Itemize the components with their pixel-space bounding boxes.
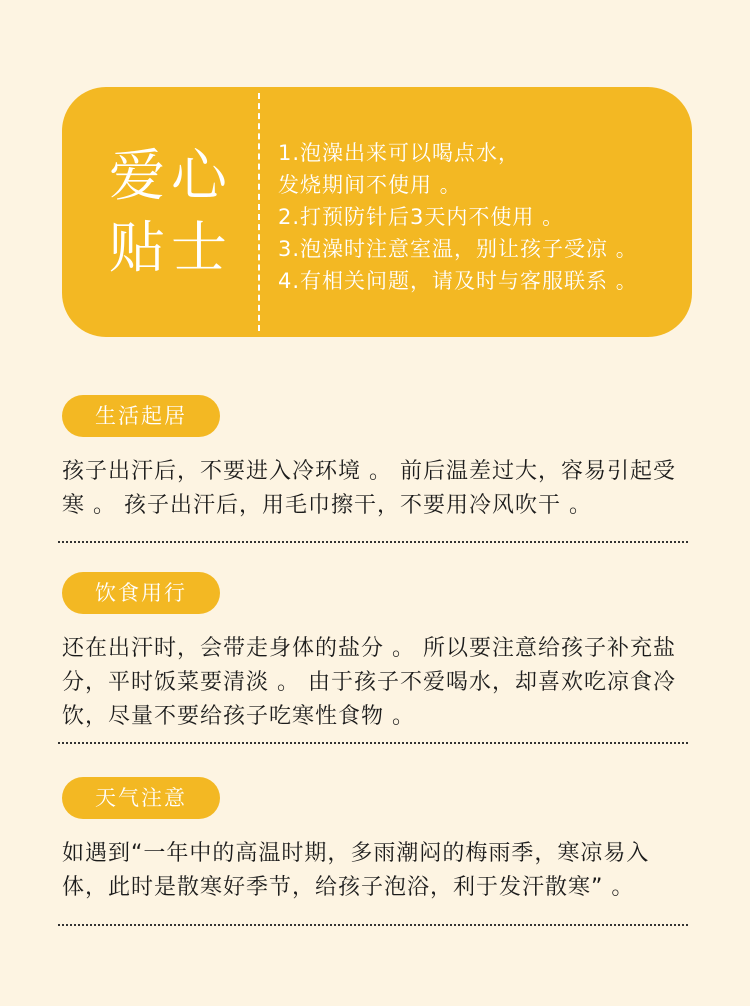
tips-card xyxy=(62,87,692,337)
section-label-pill: 天气注意 xyxy=(62,777,220,819)
tips-item: 发烧期间不使用 。 xyxy=(278,173,462,197)
section-label-pill: 饮食用行 xyxy=(62,572,220,614)
tips-item: 1.泡澡出来可以喝点水， xyxy=(278,141,521,165)
tips-title xyxy=(96,141,246,285)
tips-item: 2.打预防针后3天内不使用 。 xyxy=(278,205,565,229)
tips-item: 3.泡澡时注意室温，别让孩子受凉 。 xyxy=(278,237,638,261)
section-text: 孩子出汗后，不要进入冷环境 。 前后温差过大，容易引起受寒 。 孩子出汗后，用毛巾擦干，不要用冷风吹干 。 xyxy=(62,459,676,518)
section-text: 如遇到“一年中的高温时期，多雨潮闷的梅雨季，寒凉易入体，此时是散寒好季节，给孩子泡浴，利于发汗散寒” 。 xyxy=(62,841,650,900)
tips-list xyxy=(278,137,682,297)
tips-title-line1: 爱心 xyxy=(109,144,233,209)
tips-title-line2: 贴士 xyxy=(109,216,233,281)
section-label-pill: 生活起居 xyxy=(62,395,220,437)
tips-divider xyxy=(258,93,260,331)
section-daily-life xyxy=(62,395,690,523)
section-divider xyxy=(58,742,688,744)
tips-item: 4.有相关问题，请及时与客服联系 。 xyxy=(278,269,638,293)
section-text: 还在出汗时，会带走身体的盐分 。 所以要注意给孩子补充盐分，平时饭菜要清淡 。 由于孩子不爱喝水，却喜欢吃凉食冷饮，尽量不要给孩子吃寒性食物 。 xyxy=(62,636,676,729)
section-divider xyxy=(58,541,688,543)
section-divider xyxy=(58,924,688,926)
section-weather xyxy=(62,777,690,905)
section-diet xyxy=(62,572,690,734)
